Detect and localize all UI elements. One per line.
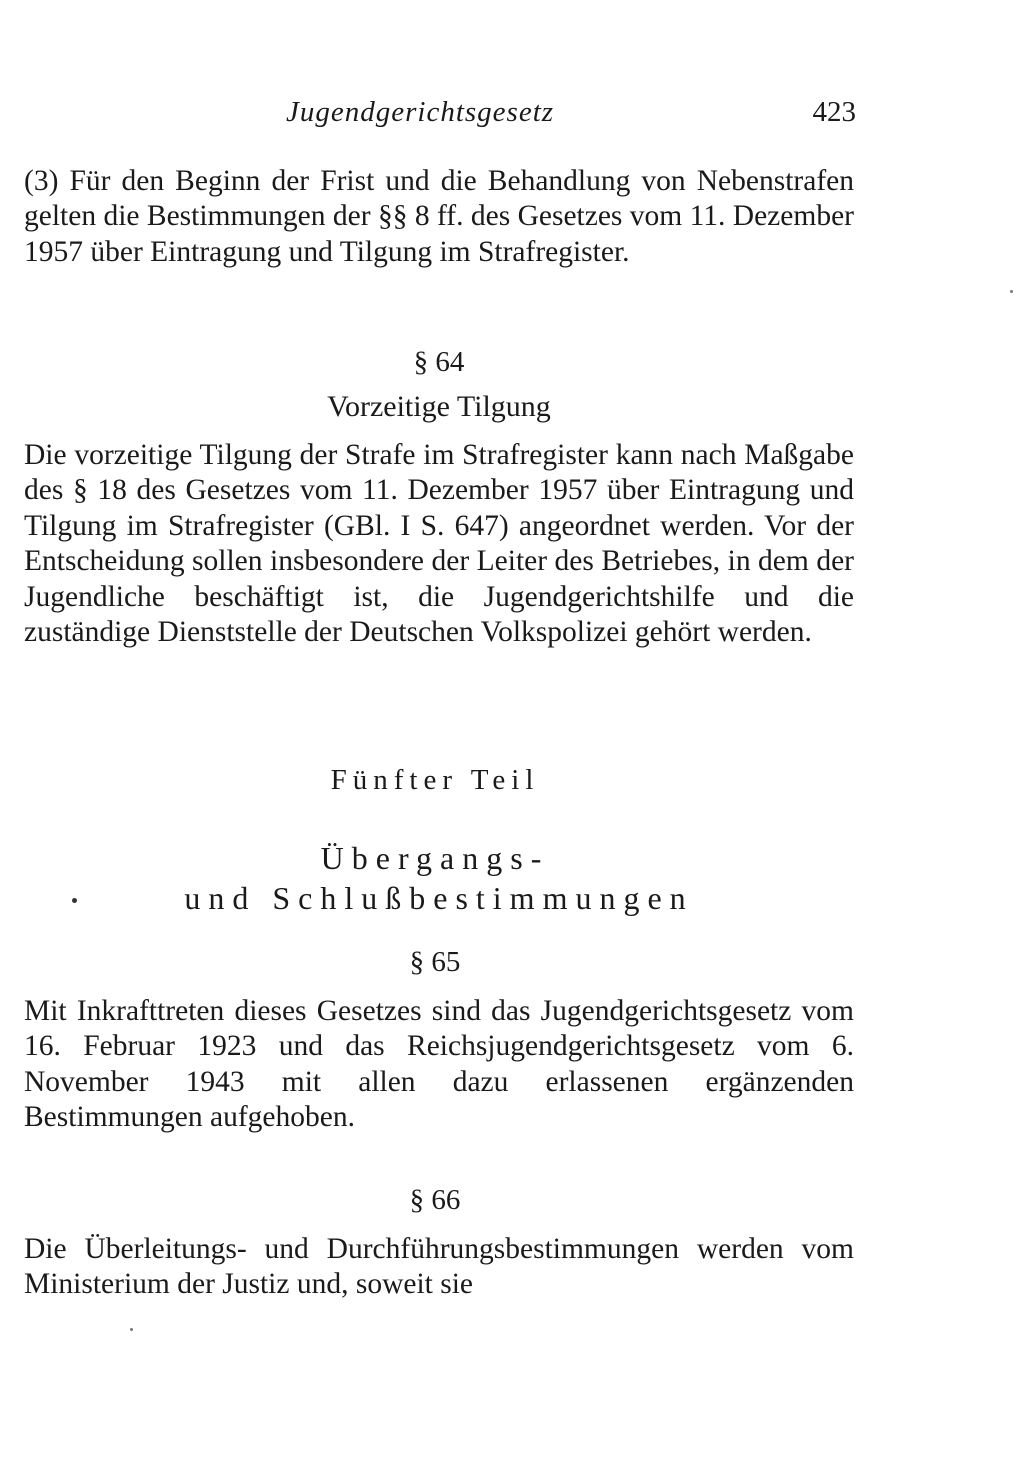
print-speck (130, 1328, 133, 1331)
paragraph-3: (3) Für den Beginn der Frist und die Behandlung von Nebenstrafen gelten die Bestimmungen der §§ 8 ff. des Gesetzes vom 11. Dezember 1957 über Eintragung und Tilgung im Strafregister. (24, 165, 854, 268)
section-65-text: Mit Inkrafttreten dieses Gesetzes sind das Jugendgerichtsgesetz vom 16. Februar 1923 und das Reichsjugendgerichtsgesetz vom 6. November 1943 mit allen dazu erlassenen ergänzenden Bestimmungen aufgehoben. (24, 995, 854, 1134)
page-header (24, 96, 856, 136)
section-64-number: § 64 (413, 346, 465, 378)
print-speck (1010, 290, 1013, 293)
part-label: Fünfter Teil (330, 764, 540, 796)
section-66-text: Die Überleitungs- und Durchführungsbestimmungen werden vom Ministerium der Justiz und, soweit sie (24, 1233, 854, 1301)
part-title-line-2: und Schlußbestimmungen (184, 880, 694, 916)
section-64-text: Die vorzeitige Tilgung der Strafe im Strafregister kann nach Maßgabe des § 18 des Gesetzes vom 11. Dezember 1957 über Eintragung und Tilgung im Strafregister (GBl. I S. 647) angeordnet werden. Vor der Entscheidung sollen insbesondere der Leiter des Betriebes, in dem der Jugendliche beschäftigt ist, die Jugendgerichtshilfe und die zuständige Dienststelle der Deutschen Volkspolizei gehört werden. (24, 439, 854, 649)
print-speck (72, 898, 77, 903)
page-number: 423 (812, 96, 856, 128)
part-title-line-1: Übergangs- (320, 840, 550, 876)
section-65-number: § 65 (409, 946, 461, 978)
running-title: Jugendgerichtsgesetz (286, 96, 555, 128)
section-64-title: Vorzeitige Tilgung (327, 390, 551, 423)
section-66-number: § 66 (409, 1184, 461, 1216)
